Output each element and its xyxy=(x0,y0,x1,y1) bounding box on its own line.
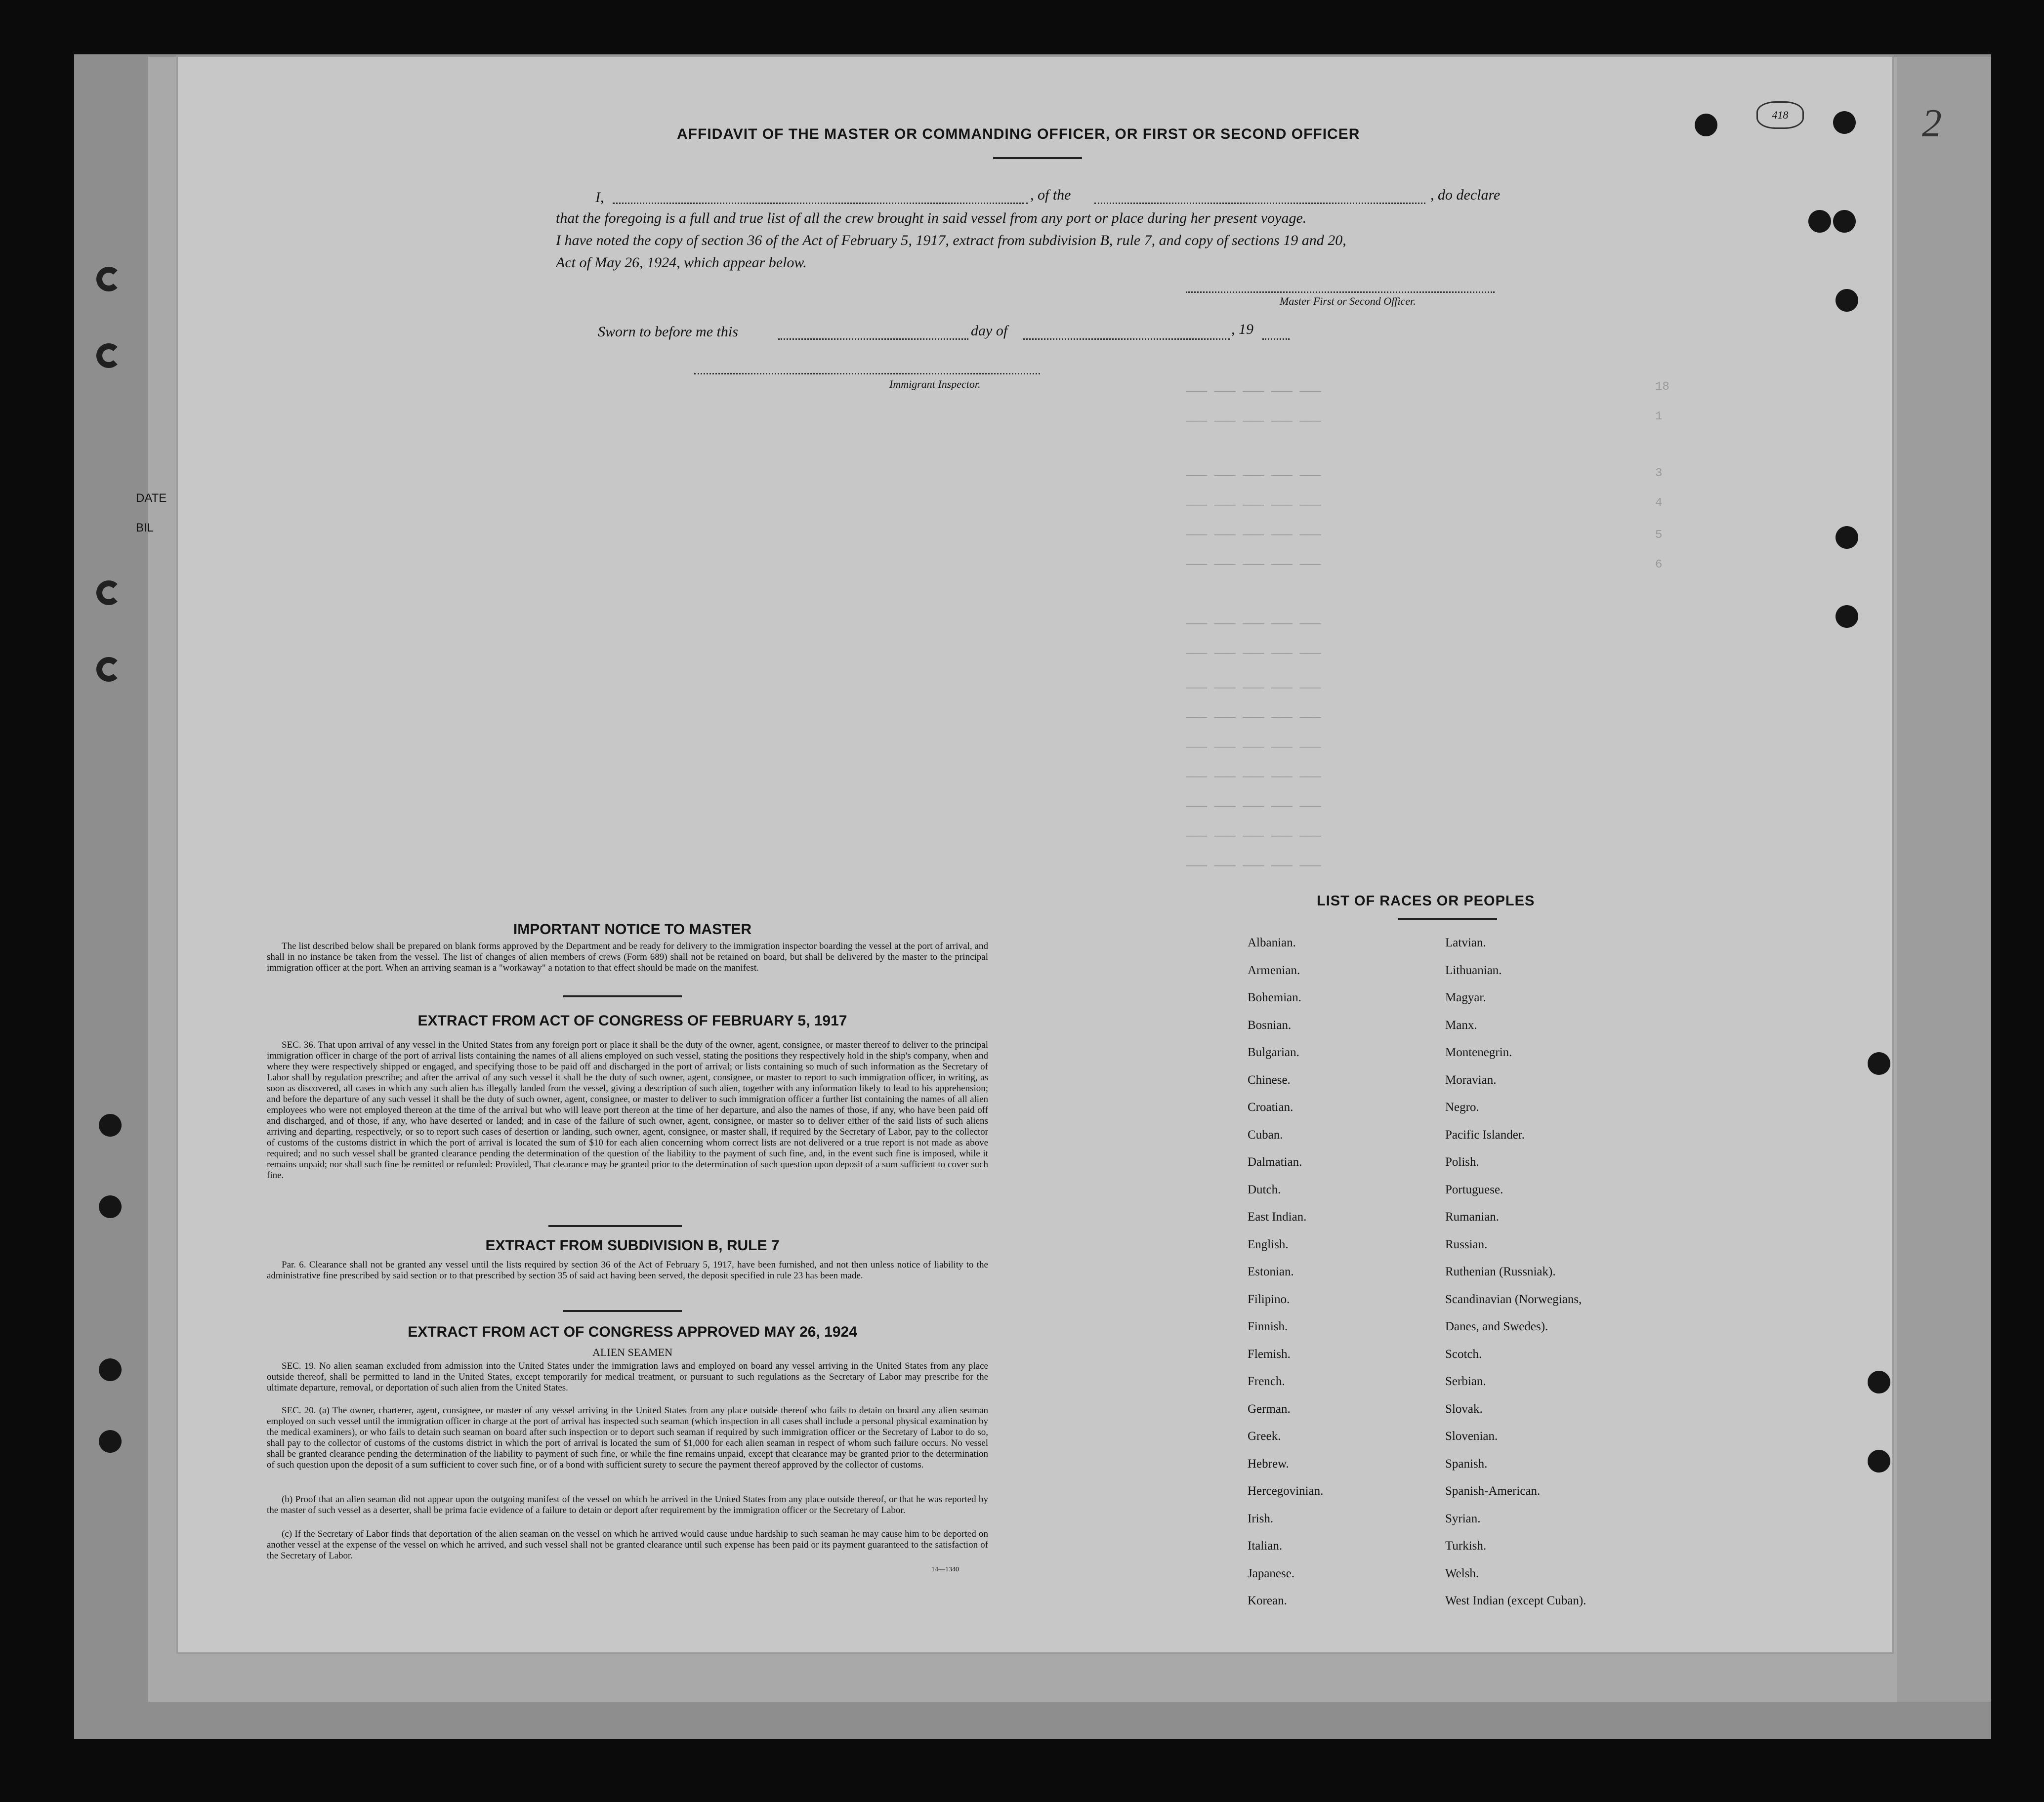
name-field[interactable] xyxy=(613,203,1028,204)
subdivision-text: Par. 6. Clearance shall not be granted any vessel until the lists required by section 36 of the Act of February 5, 1917, have been furnished, and not then unless notice of liability to the administrative fine prescribed by said section or to that prescribed by section 35 of said act having been served, the deposit specified in rule 23 has been made. xyxy=(267,1260,988,1281)
race-item-right: Russian. xyxy=(1445,1237,1488,1251)
punch-hole xyxy=(96,267,121,291)
punch-hole xyxy=(1835,605,1858,628)
race-item-left: Croatian. xyxy=(1248,1101,1293,1114)
race-item-left: Irish. xyxy=(1248,1512,1274,1525)
race-item-right: Slovenian. xyxy=(1445,1430,1498,1443)
race-item-right: Scotch. xyxy=(1445,1347,1482,1361)
race-item-right: Serbian. xyxy=(1445,1375,1486,1388)
race-item-right: Magyar. xyxy=(1445,991,1486,1004)
right-edge-strip xyxy=(1897,57,1991,1702)
margin-bill-label: BIL xyxy=(136,521,154,534)
race-item-left: Japanese. xyxy=(1248,1566,1295,1580)
day-of-label: day of xyxy=(971,323,1008,339)
punch-hole xyxy=(1835,289,1858,312)
race-item-left: French. xyxy=(1248,1375,1285,1388)
race-item-left: Armenian. xyxy=(1248,963,1300,977)
race-item-left: Greek. xyxy=(1248,1430,1281,1443)
race-item-right: Ruthenian (Russniak). xyxy=(1445,1265,1556,1278)
punch-hole xyxy=(99,1358,122,1381)
affidavit-of-the: , of the xyxy=(1030,187,1071,203)
race-item-left: Bosnian. xyxy=(1248,1018,1292,1032)
race-item-right: West Indian (except Cuban). xyxy=(1445,1594,1586,1607)
section-rule xyxy=(548,1225,682,1227)
race-item-left: German. xyxy=(1248,1402,1291,1416)
races-title: LIST OF RACES OR PEOPLES xyxy=(1317,893,1535,909)
punch-hole xyxy=(1808,210,1831,233)
race-item-right: Scandinavian (Norwegians, xyxy=(1445,1292,1582,1306)
stamp: 418 xyxy=(1756,101,1804,129)
races-right-column xyxy=(1445,936,1586,1622)
race-item-right: Pacific Islander. xyxy=(1445,1128,1525,1142)
race-item-right: Welsh. xyxy=(1445,1566,1479,1580)
year-field[interactable] xyxy=(1262,338,1290,340)
affidavit-i-label: I, xyxy=(595,189,604,205)
race-item-left: Chinese. xyxy=(1248,1073,1291,1087)
punch-hole xyxy=(96,657,121,682)
race-item-left: Finnish. xyxy=(1248,1320,1288,1333)
races-rule xyxy=(1398,918,1497,920)
affidavit-line3: I have noted the copy of section 36 of the Act of February 5, 1917, extract from subdivision B, rule 7, and copy of sections 19 and 20, xyxy=(556,232,1346,248)
extract1917-text: SEC. 36. That upon arrival of any vessel in the United States from any foreign port or place it shall be the duty of the owner, agent, consignee, or master thereof to deliver to the principal immigration officer in charge of the port of arrival lists containing the names of all aliens employed on such vessel, stating the positions they respectively hold in the ship's company, when and where they were respectively shipped or engaged, and specifying those to be paid off and discharged in the port of arrival; or lists containing so much of such information as the Secretary of Labor shall by regulation prescribe; and after the arrival of any such vessel it shall be the duty of such owner, agent, consignee, or master to report to such immigration officer, in writing, as soon as discovered, all cases in which any such alien has illegally landed from the vessel, giving a description of such alien, together with any information likely to lead to his apprehension; and before the departure of any such vessel it shall be the duty of such owner, agent, consignee, or master to deliver to such immigration officer a further list containing the names of all alien employees who were not employed thereon at the time of the arrival but who will leave port thereon at the time of her departure, and also the names of those, if any, who have been paid off and discharged, and of those, if any, who have deserted or landed; and in case of the failure of such owner, agent, consignee, or master so to deliver either of the said lists of such aliens arriving and departing, respectively, or so to report such cases of desertion or landing, such owner, agent, consignee, or master shall, if required by the Secretary of Labor, pay to the collector of customs of the customs district in which the port of arrival is located the sum of $10 for each alien concerning whom correct lists are not delivered or a true report is not made as above required; and no such vessel shall be granted clearance pending the determination of the question of the liability to the payment of such fine, and, in the event such fine is imposed, while it remains unpaid; nor shall such fine be remitted or refunded: Provided, That clearance may be granted prior to the determination of such question upon deposit of a sum sufficient to cover such fine. xyxy=(267,1040,988,1181)
race-item-right: Polish. xyxy=(1445,1155,1479,1169)
punch-hole xyxy=(96,580,121,605)
inspector-label: Immigrant Inspector. xyxy=(889,378,981,390)
race-item-right: Portuguese. xyxy=(1445,1183,1503,1196)
subdivision-title: EXTRACT FROM SUBDIVISION B, RULE 7 xyxy=(485,1237,780,1254)
section-rule xyxy=(563,995,682,997)
races-left-column xyxy=(1248,936,1323,1622)
race-item-right: Manx. xyxy=(1445,1018,1477,1032)
race-item-left: Hebrew. xyxy=(1248,1457,1289,1471)
race-item-left: Bulgarian. xyxy=(1248,1046,1299,1059)
punch-hole xyxy=(96,343,121,368)
form-number: 14—1340 xyxy=(931,1566,959,1573)
race-item-right: Negro. xyxy=(1445,1101,1479,1114)
affidavit-title: AFFIDAVIT OF THE MASTER OR COMMANDING OFFICER, OR FIRST OR SECOND OFFICER xyxy=(677,126,1360,142)
sec20b-text: (b) Proof that an alien seaman did not appear upon the outgoing manifest of the vessel on which he arrived in the United States from any place outside thereof, or that he was reported by the master of such vessel as a deserter, shall be prima facie evidence of a failure to detain or deport after requirement by the immigration officer or the Secretary of Labor. xyxy=(267,1494,988,1515)
race-item-left: Bohemian. xyxy=(1248,991,1302,1004)
sec20a-text: SEC. 20. (a) The owner, charterer, agent, consignee, or master of any vessel arriving in the United States from any place outside thereof who fails to detain on board any alien seaman employed on such vessel until the immigration officer in charge at the port of arrival has inspected such seaman (which inspection in all cases shall include a personal physical examination by the medical examiners), or who fails to detain such seaman on board after such inspection or to deport such seaman if required by such immigration officer or the Secretary of Labor to do so, shall pay to the collector of customs of the customs district in which the port of arrival is located the sum of $1,000 for each alien seaman in respect of whom such failure occurs. No vessel shall be granted clearance pending the determination of the liability to payment of such fine, or while the fine remains unpaid, except that clearance may be granted prior to the determination of such question upon the deposit of a sum sufficient to cover such fine, or of a bond with sufficient surety to secure the payment thereof approved by the collector of customs. xyxy=(267,1405,988,1470)
race-item-left: English. xyxy=(1248,1237,1289,1251)
punch-hole xyxy=(99,1195,122,1218)
race-item-right: Spanish. xyxy=(1445,1457,1488,1471)
sworn-label: Sworn to before me this xyxy=(598,324,738,340)
extract1917-title: EXTRACT FROM ACT OF CONGRESS OF FEBRUARY 5, 1917 xyxy=(417,1013,847,1029)
race-item-right: Rumanian. xyxy=(1445,1210,1500,1224)
race-item-right: Montenegrin. xyxy=(1445,1046,1512,1059)
vessel-field[interactable] xyxy=(1094,203,1425,204)
race-item-left: Italian. xyxy=(1248,1539,1283,1553)
title-rule xyxy=(993,157,1082,159)
race-item-right: Turkish. xyxy=(1445,1539,1487,1553)
race-item-right: Spanish-American. xyxy=(1445,1484,1541,1498)
notice-title: IMPORTANT NOTICE TO MASTER xyxy=(513,921,752,938)
affidavit-line2: that the foregoing is a full and true list of all the crew brought in said vessel from any port or place during her present voyage. xyxy=(556,210,1307,226)
race-item-left: Cuban. xyxy=(1248,1128,1283,1142)
race-item-left: Hercegovinian. xyxy=(1248,1484,1324,1498)
affidavit-line4: Act of May 26, 1924, which appear below. xyxy=(556,254,807,271)
sec20c-text: (c) If the Secretary of Labor finds that deportation of the alien seaman on the vessel on which he arrived would cause undue hardship to such seaman he may cause him to be deported on another vessel at the expense of the vessel on which he arrived, and such vessel shall not be granted clearance until such expense has been paid or its payment guaranteed to the satisfaction of the Secretary of Labor. xyxy=(267,1529,988,1561)
notice-text: The list described below shall be prepared on blank forms approved by the Department and be ready for delivery to the immigration inspector boarding the vessel at the port of arrival, and shall in no instance be taken from the vessel. The list of changes of alien members of crews (Form 689) shall not be retained on board, but shall be delivered by the master to the principal immigration officer at the port. When an arriving seaman is a "workaway" a notation to that effect should be made on the manifest. xyxy=(267,941,988,973)
inspector-signature-field[interactable] xyxy=(694,373,1040,374)
punch-hole xyxy=(1835,526,1858,549)
sworn-date-field[interactable] xyxy=(778,338,968,340)
master-signature-field[interactable] xyxy=(1186,291,1495,293)
race-item-left: Filipino. xyxy=(1248,1292,1290,1306)
extract1924-title: EXTRACT FROM ACT OF CONGRESS APPROVED MAY 26, 1924 xyxy=(408,1324,857,1340)
affidavit-do-declare: , do declare xyxy=(1430,187,1501,203)
punch-hole xyxy=(1868,1052,1890,1075)
extract1924-subtitle: ALIEN SEAMEN xyxy=(592,1346,672,1358)
race-item-right: Syrian. xyxy=(1445,1512,1481,1525)
race-item-left: Albanian. xyxy=(1248,936,1296,949)
race-item-right: Moravian. xyxy=(1445,1073,1497,1087)
race-item-right: Slovak. xyxy=(1445,1402,1483,1416)
race-item-left: Estonian. xyxy=(1248,1265,1294,1278)
punch-hole xyxy=(1833,111,1856,134)
margin-date-label: DATE xyxy=(136,491,167,505)
punch-hole xyxy=(1695,114,1717,136)
race-item-left: Dutch. xyxy=(1248,1183,1281,1196)
master-signature-label: Master First or Second Officer. xyxy=(1280,295,1416,307)
punch-hole xyxy=(1868,1371,1890,1393)
race-item-left: Flemish. xyxy=(1248,1347,1291,1361)
sec19-text: SEC. 19. No alien seaman excluded from admission into the United States under the immigration laws and employed on board any vessel arriving in the United States from any place outside thereof, shall be permitted to land in the United States, except temporarily for medical treatment, or pursuant to such regulations as the Secretary of Labor may prescribe for the ultimate departure, removal, or deportation of such alien from the United States. xyxy=(267,1361,988,1393)
year-prefix-label: , 19 xyxy=(1231,321,1253,337)
race-item-right: Danes, and Swedes). xyxy=(1445,1320,1548,1333)
punch-hole xyxy=(99,1114,122,1137)
race-item-left: Dalmatian. xyxy=(1248,1155,1302,1169)
race-item-right: Lithuanian. xyxy=(1445,963,1502,977)
punch-hole xyxy=(99,1430,122,1453)
punch-hole xyxy=(1833,210,1856,233)
race-item-left: East Indian. xyxy=(1248,1210,1307,1224)
handwritten-mark: 2 xyxy=(1922,102,1942,145)
section-rule xyxy=(563,1310,682,1312)
punch-hole xyxy=(1868,1450,1890,1473)
month-field[interactable] xyxy=(1023,338,1230,340)
race-item-left: Korean. xyxy=(1248,1594,1287,1607)
race-item-right: Latvian. xyxy=(1445,936,1486,949)
